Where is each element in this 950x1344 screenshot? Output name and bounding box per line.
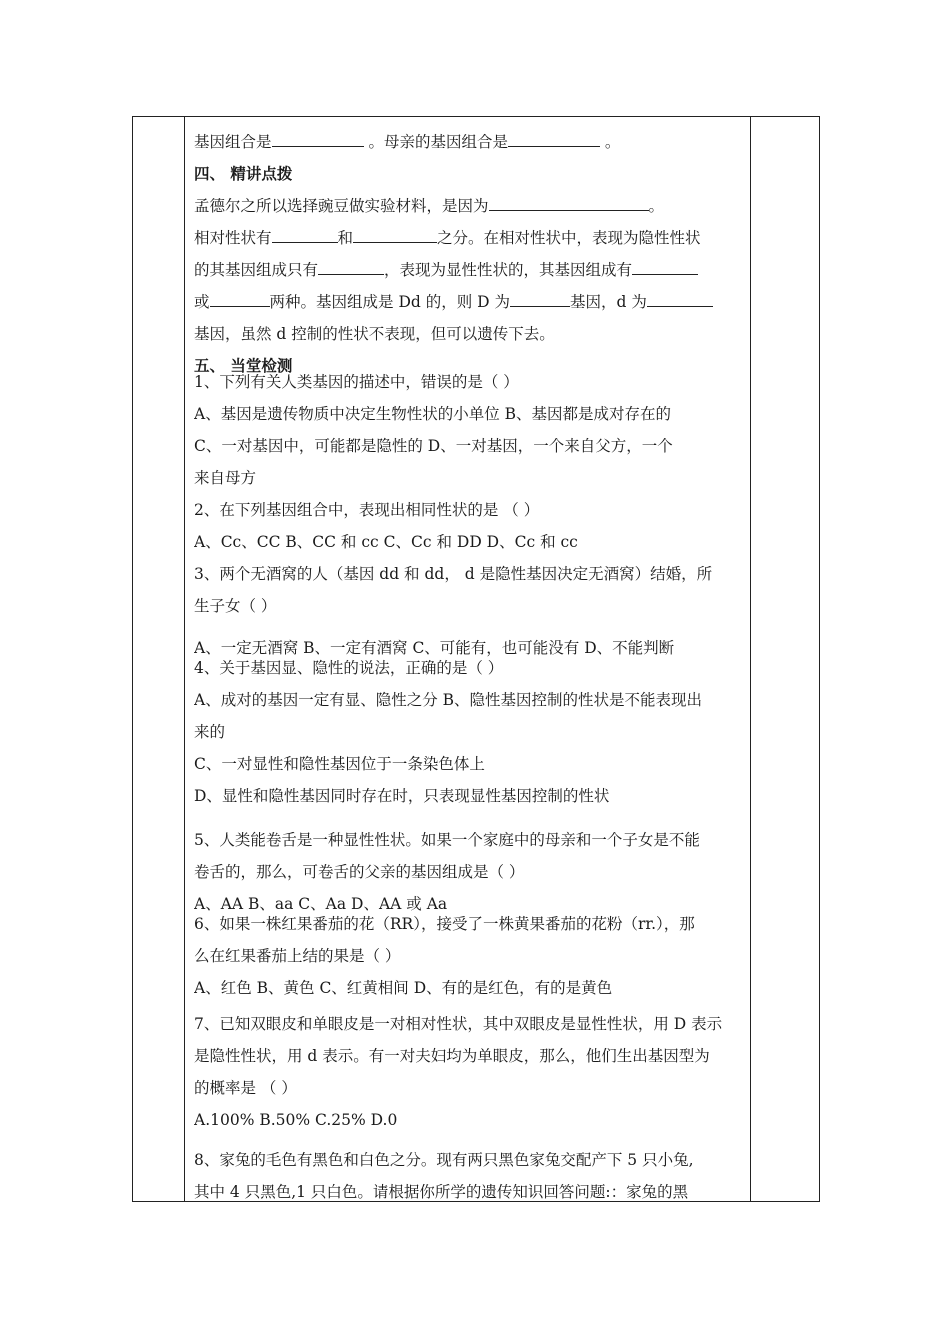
answer-blank[interactable] (647, 292, 713, 307)
text-segment: 基因组合是 (194, 133, 272, 151)
text-line-27 (194, 978, 612, 998)
text-segment: 5、人类能卷舌是一种显性性状。如果一个家庭中的母亲和一个子女是不能 (194, 831, 700, 849)
answer-blank[interactable] (510, 292, 570, 307)
text-line-24 (194, 894, 447, 914)
text-segment: 来自母方 (194, 469, 257, 487)
text-line-12 (194, 500, 539, 520)
text-segment: A、红色 B、黄色 C、红黄相间 D、有的是红色，有的是黄色 (194, 979, 613, 997)
answer-blank[interactable] (508, 132, 600, 147)
text-line-6 (194, 324, 555, 344)
text-segment: 是隐性性状，用 d 表示。有一对夫妇均为单眼皮，那么，他们生出基因型为 (194, 1047, 710, 1065)
text-segment: A、成对的基因一定有显、隐性之分 B、隐性基因控制的性状是不能表现出 (194, 691, 703, 709)
text-line-20 (194, 754, 485, 774)
text-segment: 五、 当堂检测 (194, 356, 293, 375)
text-segment: 6、如果一株红果番茄的花（RR），接受了一株黄果番茄的花粉（rr.），那 (194, 915, 695, 933)
text-segment: A、Cc、CC B、CC 和 cc C、Cc 和 DD D、Cc 和 cc (194, 533, 578, 551)
answer-blank[interactable] (632, 260, 698, 275)
text-segment: 7、已知双眼皮和单眼皮是一对相对性状，其中双眼皮是显性性状，用 D 表示 (194, 1015, 723, 1033)
text-line-14 (194, 564, 712, 584)
text-segment: 3、两个无酒窝的人（基因 dd 和 dd， d 是隐性基因决定无酒窝）结婚，所 (194, 565, 713, 583)
text-segment: C、一对显性和隐性基因位于一条染色体上 (194, 755, 485, 773)
text-segment: 。 (648, 197, 665, 215)
text-segment: 8、家兔的毛色有黑色和白色之分。现有两只黑色家兔交配产下 5 只小兔, (194, 1151, 694, 1169)
text-segment: 4、关于基因显、隐性的说法，正确的是（ ） (194, 659, 504, 677)
text-line-13 (194, 532, 578, 552)
section-heading-1 (194, 164, 292, 184)
answer-blank[interactable] (353, 228, 437, 243)
text-line-28 (194, 1014, 722, 1034)
answer-blank[interactable] (272, 132, 364, 147)
text-segment: 么在红果番茄上结的果是（ ） (194, 947, 401, 965)
right-column-divider (750, 116, 751, 1202)
text-segment: 。母亲的基因组合是 (363, 133, 508, 151)
text-segment: 相对性状有 (194, 229, 272, 247)
text-line-23 (194, 862, 524, 882)
text-line-17 (194, 658, 503, 678)
text-line-5 (194, 292, 713, 312)
text-segment: 的其基因组成只有 (194, 261, 319, 279)
text-segment: 或 (194, 293, 210, 311)
text-line-16 (194, 638, 674, 658)
text-line-30 (194, 1078, 297, 1098)
text-segment: 其中 4 只黑色,1 只白色。请根据你所学的遗传知识回答问题:：家兔的黑 (194, 1183, 689, 1200)
text-line-29 (194, 1046, 710, 1066)
text-segment: 2、在下列基因组合中，表现出相同性状的是 （ ） (194, 501, 540, 519)
answer-blank[interactable] (272, 228, 338, 243)
text-segment: 。 (599, 133, 621, 151)
text-segment: 生子女（ ） (194, 597, 277, 615)
answer-blank[interactable] (489, 196, 649, 211)
text-segment: 来的 (194, 723, 226, 741)
text-segment: 和 (337, 229, 354, 247)
text-segment: 基因，虽然 d 控制的性状不表现，但可以遗传下去。 (194, 325, 555, 343)
text-segment: 基因，d 为 (570, 293, 647, 311)
text-line-26 (194, 946, 400, 966)
text-line-25 (194, 914, 695, 934)
text-segment: ，表现为显性性状的，其基因组成有 (384, 261, 633, 279)
text-segment: C、一对基因中，可能都是隐性的 D、一对基因，一个来自父方，一个 (194, 437, 673, 455)
text-segment: D、显性和隐性基因同时存在时，只表现显性基因控制的性状 (194, 787, 610, 805)
text-segment: 卷舌的，那么，可卷舌的父亲的基因组成是（ ） (194, 863, 525, 881)
text-segment: 四、 精讲点拨 (194, 164, 293, 183)
text-line-15 (194, 596, 276, 616)
text-line-11 (194, 468, 256, 488)
text-segment: 两种。基因组成是 Dd 的，则 D 为 (269, 293, 511, 311)
text-line-21 (194, 786, 609, 806)
text-line-8 (194, 372, 519, 392)
text-line-4 (194, 260, 698, 280)
text-segment: A.100% B.50% C.25% D.0 (194, 1111, 398, 1129)
text-segment: 孟德尔之所以选择豌豆做实验材料，是因为 (194, 197, 489, 215)
text-line-0 (194, 132, 620, 152)
text-line-31 (194, 1110, 397, 1130)
text-segment: A、基因是遗传物质中决定生物性状的小单位 B、基因都是成对存在的 (194, 405, 672, 423)
text-segment: 之分。在相对性状中，表现为隐性性状 (437, 229, 701, 247)
text-segment: A、一定无酒窝 B、一定有酒窝 C、可能有，也可能没有 D、不能判断 (194, 639, 675, 657)
text-line-18 (194, 690, 702, 710)
text-line-3 (194, 228, 701, 248)
text-line-2 (194, 196, 664, 216)
left-column-divider (184, 116, 185, 1202)
text-line-32 (194, 1150, 694, 1170)
answer-blank[interactable] (210, 292, 270, 307)
text-line-9 (194, 404, 671, 424)
text-line-33 (194, 1182, 688, 1200)
text-segment: 1、下列有关人类基因的描述中，错误的是（ ） (194, 373, 519, 391)
text-line-19 (194, 722, 225, 742)
answer-blank[interactable] (318, 260, 384, 275)
text-segment: A、AA B、aa C、Aa D、AA 或 Aa (194, 895, 448, 913)
text-segment: 的概率是 （ ） (194, 1079, 297, 1097)
text-line-22 (194, 830, 700, 850)
worksheet-content (194, 118, 750, 1200)
text-line-10 (194, 436, 673, 456)
